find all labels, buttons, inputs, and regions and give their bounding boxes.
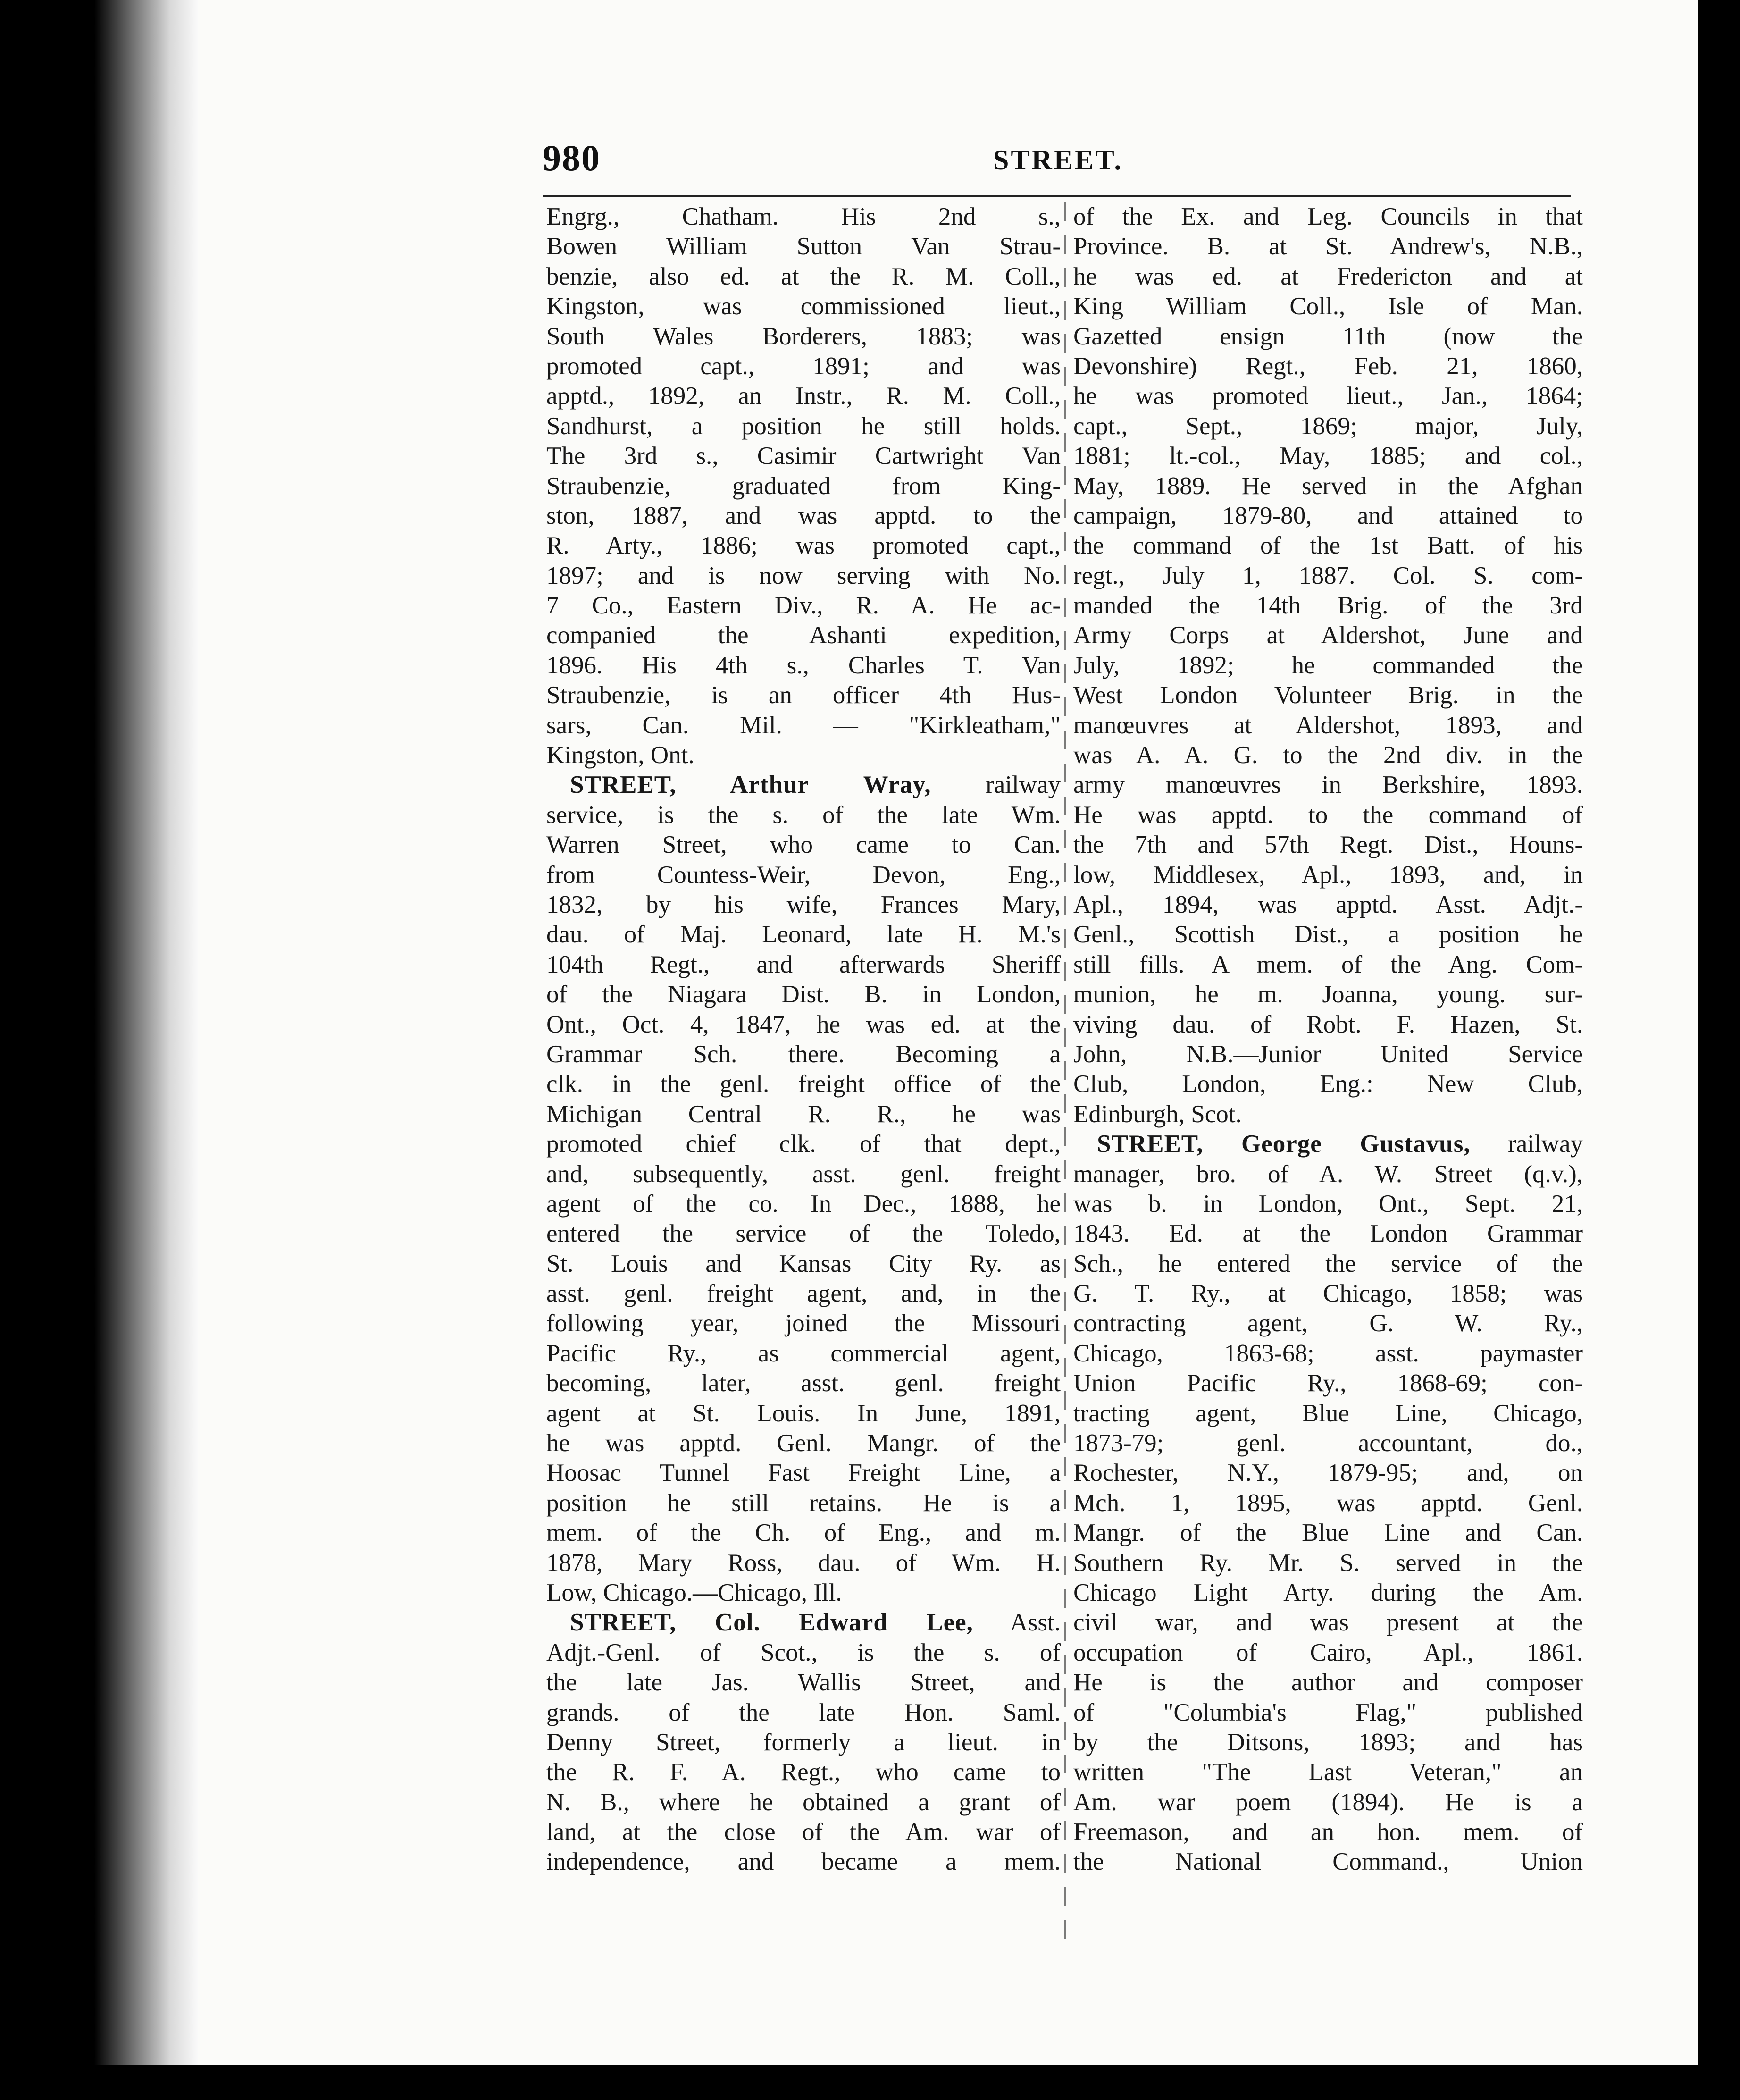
text-line: [1073, 471, 1583, 501]
text-line: [1073, 232, 1583, 261]
line-text: Grammar Sch. there. Becoming a: [546, 1040, 1061, 1068]
text-line: [546, 1847, 1061, 1877]
line-text: Devonshire) Regt., Feb. 21, 1860,: [1073, 352, 1583, 380]
text-line: [1073, 441, 1583, 471]
line-text: 104th Regt., and afterwards Sheriff: [546, 950, 1061, 978]
line-text: munion, he m. Joanna, young. sur-: [1073, 981, 1583, 1008]
text-line: [546, 1309, 1061, 1338]
text-line: [546, 920, 1061, 949]
text-line: [1073, 202, 1583, 232]
line-text: 1832, by his wife, Frances Mary,: [546, 890, 1061, 918]
text-line: [1073, 1309, 1583, 1338]
line-text: Army Corps at Aldershot, June and: [1073, 622, 1583, 649]
text-line: [1073, 412, 1583, 441]
scan-right-border: [1698, 0, 1740, 2100]
line-text: ston, 1887, and was apptd. to the: [546, 502, 1061, 529]
text-line: [1073, 501, 1583, 531]
text-line: [546, 1159, 1061, 1189]
entry-heading-line: [546, 1608, 1061, 1638]
text-line: [546, 1219, 1061, 1249]
text-line: [1073, 680, 1583, 710]
text-line: [1073, 561, 1583, 591]
line-text: West London Volunteer Brig. in the: [1073, 681, 1583, 709]
line-text: the R. F. A. Regt., who came to: [546, 1758, 1061, 1786]
entry-heading-line: [1073, 1129, 1583, 1159]
line-text: Club, London, Eng.: New Club,: [1073, 1070, 1583, 1098]
line-text: land, at the close of the Am. war of: [546, 1818, 1061, 1846]
line-text: R. Arty., 1886; was promoted capt.,: [546, 532, 1061, 560]
text-line: [546, 232, 1061, 261]
line-text: The 3rd s., Casimir Cartwright Van: [546, 442, 1061, 470]
line-text: mem. of the Ch. of Eng., and m.: [546, 1519, 1061, 1547]
line-text: campaign, 1879-80, and attained to: [1073, 502, 1583, 529]
line-text: agent at St. Louis. In June, 1891,: [546, 1399, 1061, 1427]
line-text: Union Pacific Ry., 1868-69; con-: [1073, 1369, 1583, 1397]
scan-binding-shadow: [0, 0, 198, 2100]
text-line: [546, 262, 1061, 292]
text-line: [546, 412, 1061, 441]
text-line: [546, 561, 1061, 591]
line-text: the late Jas. Wallis Street, and: [546, 1669, 1061, 1697]
text-line: [1073, 860, 1583, 890]
text-line: [1073, 920, 1583, 949]
line-text: Hoosac Tunnel Fast Freight Line, a: [546, 1459, 1061, 1487]
line-text: railway: [1470, 1130, 1583, 1158]
line-text: promoted capt., 1891; and was: [546, 352, 1061, 380]
text-line: [546, 1757, 1061, 1787]
line-text: 1843. Ed. at the London Grammar: [1073, 1220, 1583, 1248]
line-text: Rochester, N.Y., 1879-95; and, on: [1073, 1459, 1583, 1487]
text-line: [1073, 262, 1583, 292]
line-text: St. Louis and Kansas City Ry. as: [546, 1250, 1061, 1277]
text-line: [1073, 1040, 1583, 1069]
line-text: the command of the 1st Batt. of his: [1073, 532, 1583, 560]
text-line: [1073, 1668, 1583, 1697]
line-text: Warren Street, who came to Can.: [546, 831, 1061, 859]
line-text: the National Command., Union: [1073, 1848, 1583, 1876]
line-text: was b. in London, Ont., Sept. 21,: [1073, 1190, 1583, 1218]
line-text: of "Columbia's Flag," published: [1073, 1698, 1583, 1726]
text-line: [1073, 1788, 1583, 1817]
text-line: [1073, 322, 1583, 352]
line-text: Chicago, 1863-68; asst. paymaster: [1073, 1339, 1583, 1367]
line-text: Pacific Ry., as commercial agent,: [546, 1339, 1061, 1367]
entry-name: STREET, Col. Edward Lee,: [570, 1609, 973, 1637]
text-line: [1073, 1488, 1583, 1518]
line-text: sars, Can. Mil. — "Kirkleatham,": [546, 711, 1061, 739]
line-text: was A. A. G. to the 2nd div. in the: [1073, 741, 1583, 769]
line-text: tracting agent, Blue Line, Chicago,: [1073, 1399, 1583, 1427]
text-line: [1073, 1339, 1583, 1369]
line-text: Edinburgh, Scot.: [1073, 1100, 1242, 1128]
line-text: Ont., Oct. 4, 1847, he was ed. at the: [546, 1010, 1061, 1038]
text-line: [546, 1189, 1061, 1219]
line-text: He is the author and composer: [1073, 1669, 1583, 1697]
text-line: [546, 441, 1061, 471]
text-line: [546, 1279, 1061, 1309]
text-line: [1073, 800, 1583, 830]
text-line: [1073, 531, 1583, 561]
left-column: [546, 202, 1061, 1943]
text-line: [546, 352, 1061, 381]
header-rule: [543, 195, 1571, 197]
text-line: [546, 740, 1061, 770]
line-text: manœuvres at Aldershot, 1893, and: [1073, 711, 1583, 739]
line-text: dau. of Maj. Leonard, late H. M.'s: [546, 921, 1061, 949]
line-text: Straubenzie, graduated from King-: [546, 472, 1061, 500]
line-text: clk. in the genl. freight office of the: [546, 1070, 1061, 1098]
text-line: [1073, 1578, 1583, 1608]
text-line: [546, 292, 1061, 321]
line-text: manager, bro. of A. W. Street (q.v.),: [1073, 1160, 1583, 1188]
text-line: [1073, 1249, 1583, 1279]
text-line: [546, 501, 1061, 531]
line-text: Mangr. of the Blue Line and Can.: [1073, 1519, 1583, 1547]
entry-name: STREET, Arthur Wray,: [570, 771, 931, 799]
page-number: 980: [543, 137, 601, 178]
text-line: [546, 711, 1061, 740]
line-text: manded the 14th Brig. of the 3rd: [1073, 592, 1583, 620]
line-text: Chicago Light Arty. during the Am.: [1073, 1579, 1583, 1606]
line-text: Sch., he entered the service of the: [1073, 1250, 1583, 1277]
line-text: Freemason, and an hon. mem. of: [1073, 1818, 1583, 1846]
line-text: N. B., where he obtained a grant of: [546, 1788, 1061, 1816]
line-text: capt., Sept., 1869; major, July,: [1073, 412, 1583, 440]
text-line: [1073, 1757, 1583, 1787]
text-line: [546, 1339, 1061, 1369]
line-text: Mch. 1, 1895, was apptd. Genl.: [1073, 1489, 1583, 1517]
text-line: [1073, 1518, 1583, 1548]
text-line: [546, 1817, 1061, 1847]
text-line: [546, 1638, 1061, 1668]
line-text: Straubenzie, is an officer 4th Hus-: [546, 681, 1061, 709]
line-text: Genl., Scottish Dist., a position he: [1073, 921, 1583, 949]
text-line: [1073, 830, 1583, 860]
text-line: [546, 381, 1061, 411]
text-line: [546, 1668, 1061, 1697]
text-line: [546, 621, 1061, 650]
line-text: still fills. A mem. of the Ang. Com-: [1073, 950, 1583, 978]
line-text: Province. B. at St. Andrew's, N.B.,: [1073, 233, 1583, 260]
line-text: and, subsequently, asst. genl. freight: [546, 1160, 1061, 1188]
line-text: Michigan Central R. R., he was: [546, 1100, 1061, 1128]
line-text: service, is the s. of the late Wm.: [546, 801, 1061, 829]
line-text: Kingston, was commissioned lieut.,: [546, 293, 1061, 320]
text-line: [546, 1100, 1061, 1129]
line-text: Apl., 1894, was apptd. Asst. Adjt.-: [1073, 890, 1583, 918]
text-line: [1073, 1458, 1583, 1488]
line-text: entered the service of the Toledo,: [546, 1220, 1061, 1248]
line-text: July, 1892; he commanded the: [1073, 651, 1583, 679]
text-line: [1073, 1638, 1583, 1668]
line-text: 1878, Mary Ross, dau. of Wm. H.: [546, 1549, 1061, 1577]
line-text: May, 1889. He served in the Afghan: [1073, 472, 1583, 500]
text-line: [1073, 1100, 1583, 1129]
text-line: [546, 531, 1061, 561]
line-text: companied the Ashanti expedition,: [546, 622, 1061, 649]
text-line: [1073, 1608, 1583, 1638]
line-text: becoming, later, asst. genl. freight: [546, 1369, 1061, 1397]
running-title: STREET.: [993, 144, 1123, 176]
text-line: [546, 800, 1061, 830]
line-text: contracting agent, G. W. Ry.,: [1073, 1310, 1583, 1337]
text-line: [1073, 1698, 1583, 1728]
line-text: Sandhurst, a position he still holds.: [546, 412, 1061, 440]
line-text: of the Niagara Dist. B. in London,: [546, 981, 1061, 1008]
text-line: [1073, 381, 1583, 411]
text-line: [1073, 1010, 1583, 1040]
line-text: the 7th and 57th Regt. Dist., Houns-: [1073, 831, 1583, 859]
text-line: [546, 1698, 1061, 1728]
text-line: [546, 651, 1061, 680]
text-line: [1073, 980, 1583, 1009]
line-text: independence, and became a mem.: [546, 1848, 1061, 1876]
line-text: Denny Street, formerly a lieut. in: [546, 1728, 1061, 1756]
text-line: [546, 1548, 1061, 1578]
line-text: he was apptd. Genl. Mangr. of the: [546, 1429, 1061, 1457]
text-line: [546, 980, 1061, 1009]
text-line: [1073, 890, 1583, 920]
line-text: he was promoted lieut., Jan., 1864;: [1073, 382, 1583, 410]
text-line: [1073, 1399, 1583, 1428]
text-line: [546, 1488, 1061, 1518]
line-text: by the Ditsons, 1893; and has: [1073, 1728, 1583, 1756]
text-line: [546, 202, 1061, 232]
line-text: Gazetted ensign 11th (now the: [1073, 322, 1583, 350]
line-text: South Wales Borderers, 1883; was: [546, 322, 1061, 350]
text-line: [546, 860, 1061, 890]
text-line: [1073, 1069, 1583, 1099]
text-line: [546, 1518, 1061, 1548]
text-line: [546, 322, 1061, 352]
text-line: [546, 1458, 1061, 1488]
text-line: [546, 1399, 1061, 1428]
column-divider: [1064, 202, 1066, 1943]
text-line: [546, 1249, 1061, 1279]
right-column: [1073, 202, 1583, 1943]
text-line: [1073, 1219, 1583, 1249]
line-text: position he still retains. He is a: [546, 1489, 1061, 1517]
line-text: benzie, also ed. at the R. M. Coll.,: [546, 262, 1061, 290]
line-text: asst. genl. freight agent, and, in the: [546, 1280, 1061, 1308]
text-line: [1073, 1548, 1583, 1578]
line-text: apptd., 1892, an Instr., R. M. Coll.,: [546, 382, 1061, 410]
line-text: He was apptd. to the command of: [1073, 801, 1583, 829]
text-line: [546, 1040, 1061, 1069]
line-text: of the Ex. and Leg. Councils in that: [1073, 203, 1583, 230]
line-text: from Countess-Weir, Devon, Eng.,: [546, 861, 1061, 889]
line-text: John, N.B.—Junior United Service: [1073, 1040, 1583, 1068]
text-line: [1073, 1369, 1583, 1398]
text-line: [1073, 740, 1583, 770]
text-line: [1073, 1817, 1583, 1847]
line-text: Low, Chicago.—Chicago, Ill.: [546, 1579, 842, 1606]
line-text: he was ed. at Fredericton and at: [1073, 262, 1583, 290]
text-line: [546, 1010, 1061, 1040]
line-text: Kingston, Ont.: [546, 741, 694, 769]
line-text: 7 Co., Eastern Div., R. A. He ac-: [546, 592, 1061, 620]
line-text: G. T. Ry., at Chicago, 1858; was: [1073, 1280, 1583, 1308]
line-text: Adjt.-Genl. of Scot., is the s. of: [546, 1638, 1061, 1666]
line-text: 1896. His 4th s., Charles T. Van: [546, 651, 1061, 679]
text-line: [546, 1369, 1061, 1398]
line-text: Asst.: [973, 1609, 1061, 1637]
line-text: occupation of Cairo, Apl., 1861.: [1073, 1638, 1583, 1666]
text-line: [546, 1428, 1061, 1458]
text-line: [1073, 1159, 1583, 1189]
line-text: grands. of the late Hon. Saml.: [546, 1698, 1061, 1726]
text-line: [546, 890, 1061, 920]
text-line: [546, 1069, 1061, 1099]
text-line: [1073, 591, 1583, 621]
line-text: King William Coll., Isle of Man.: [1073, 293, 1583, 320]
line-text: viving dau. of Robt. F. Hazen, St.: [1073, 1010, 1583, 1038]
text-line: [546, 1129, 1061, 1159]
text-line: [1073, 1728, 1583, 1757]
line-text: written "The Last Veteran," an: [1073, 1758, 1583, 1786]
text-line: [1073, 651, 1583, 680]
line-text: 1881; lt.-col., May, 1885; and col.,: [1073, 442, 1583, 470]
entry-name: STREET, George Gustavus,: [1097, 1130, 1471, 1158]
text-line: [1073, 292, 1583, 321]
text-line: [1073, 621, 1583, 650]
text-line: [1073, 1279, 1583, 1309]
text-line: [1073, 1189, 1583, 1219]
entry-heading-line: [546, 770, 1061, 800]
text-line: [546, 830, 1061, 860]
line-text: promoted chief clk. of that dept.,: [546, 1130, 1061, 1158]
line-text: regt., July 1, 1887. Col. S. com-: [1073, 562, 1583, 589]
text-line: [546, 591, 1061, 621]
line-text: army manœuvres in Berkshire, 1893.: [1073, 771, 1583, 799]
line-text: following year, joined the Missouri: [546, 1310, 1061, 1337]
text-line: [1073, 1847, 1583, 1877]
line-text: Southern Ry. Mr. S. served in the: [1073, 1549, 1583, 1577]
text-line: [546, 680, 1061, 710]
text-line: [546, 1578, 1061, 1608]
line-text: Am. war poem (1894). He is a: [1073, 1788, 1583, 1816]
line-text: railway: [931, 771, 1061, 799]
line-text: 1873-79; genl. accountant, do.,: [1073, 1429, 1583, 1457]
line-text: 1897; and is now serving with No.: [546, 562, 1061, 589]
text-line: [546, 1788, 1061, 1817]
line-text: Engrg., Chatham. His 2nd s.,: [546, 203, 1061, 230]
text-line: [1073, 352, 1583, 381]
line-text: Bowen William Sutton Van Strau-: [546, 233, 1061, 260]
text-line: [1073, 770, 1583, 800]
text-line: [546, 950, 1061, 980]
text-line: [1073, 711, 1583, 740]
text-line: [1073, 1428, 1583, 1458]
text-line: [546, 471, 1061, 501]
text-line: [546, 1728, 1061, 1757]
line-text: agent of the co. In Dec., 1888, he: [546, 1190, 1061, 1218]
text-line: [1073, 950, 1583, 980]
line-text: civil war, and was present at the: [1073, 1609, 1583, 1637]
scan-bottom-border: [0, 2065, 1740, 2100]
line-text: low, Middlesex, Apl., 1893, and, in: [1073, 861, 1583, 889]
